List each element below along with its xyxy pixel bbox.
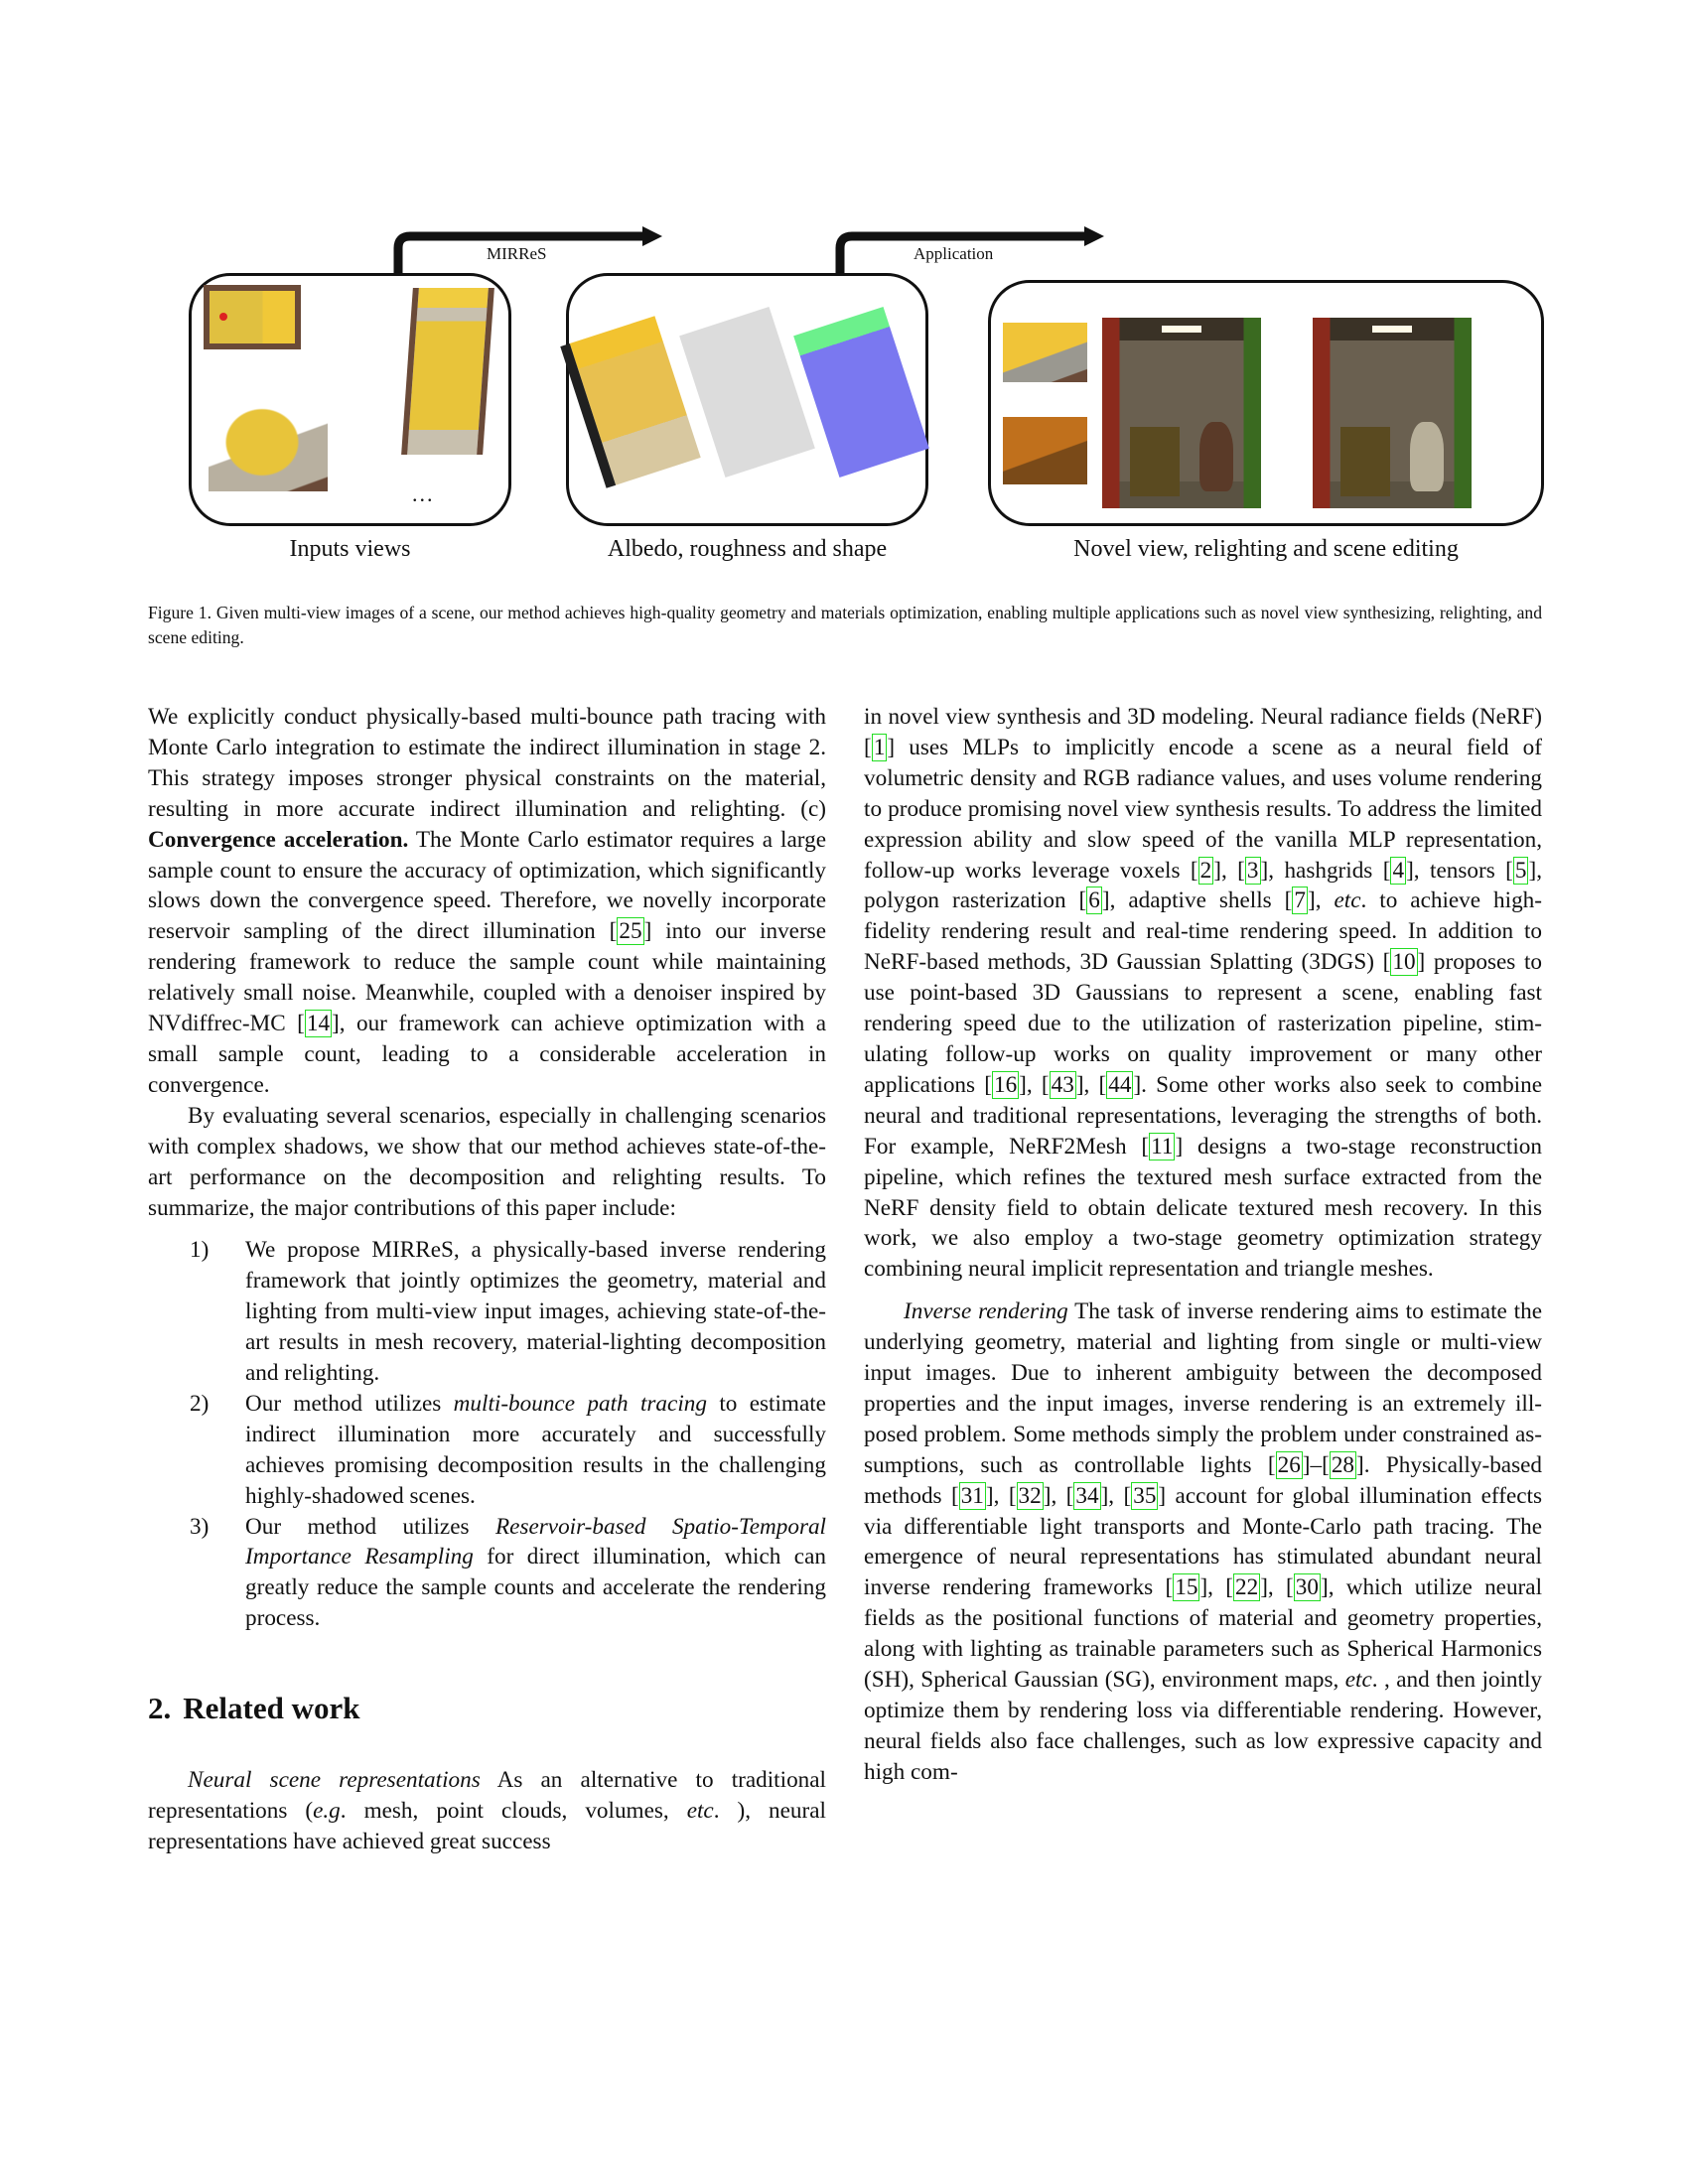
paragraph: in novel view synthesis and 3D modeling. Neural radiance fields (NeRF) [1] uses MLPs to implicitly encode a scene as a neural field of volumetric density and RGB radiance values, and uses volume rendering to produce promising novel view synthesis results. To address the limited expression ability and slow speed of the vanilla MLP representation, follow-up works leverage voxels [2], [3], hashgrids [4], tensors [5], polygon rasterization [6], adaptive shells [7], etc. to achieve high-fidelity rendering result and real-time rendering speed. In addition to NeRF-based methods, 3D Gaussian Splatting (3DGS) [10] proposes to use point-based 3D Gaussians to represent a scene, enabling fast rendering speed due to the utilization of rasterization pipeline, stimulating follow-up works on quality improvement or many other applications [16], [43], [44]. Some other works also seek to combine neural and traditional representations, leveraging the strengths of both. For example, NeRF2Mesh [11] designs a two-stage reconstruction pipeline, which refines the textured mesh surface extracted from the NeRF density field to obtain delicate textured mesh recovery. In this work, we also employ a two-stage geometry optimization strategy combining neural implicit representation and triangle meshes. xyxy=(864,704,1542,1283)
figure-caption: Figure 1. Given multi-view images of a scene, our method achieves high-quality geometry and materials optimization, enabling multiple applications such as novel view synthesizing, relighting, and scene editing. xyxy=(148,603,1542,647)
list-item: 2) Our method utilizes multi-bounce path tracing to estimate indirect illumination more accurately and successfully achieves promising decomposition results in the challenging highly-shadowed scenes. xyxy=(190,1390,826,1509)
citation-link[interactable]: 3 xyxy=(1246,857,1259,884)
area-light xyxy=(1372,326,1412,333)
citation-link[interactable]: 7 xyxy=(1294,887,1306,914)
list-item: 1) We propose MIRReS, a physically-based inverse rendering framework that jointly optimizes the geometry, material and lighting from multi-view input images, achieving state-of-the-art results in mesh recovery, material-lighting decomposition and relighting. xyxy=(190,1237,826,1387)
panel-label-inputs: Inputs views xyxy=(289,536,411,562)
citation-link[interactable]: 28 xyxy=(1331,1451,1355,1478)
input-view-front-image xyxy=(401,288,494,455)
lego-object xyxy=(1130,427,1180,496)
citation-link[interactable]: 2 xyxy=(1199,857,1212,884)
left-column xyxy=(148,702,826,1857)
cornell-box-scene-edit-2 xyxy=(1313,318,1472,508)
arrow-label-application: Application xyxy=(914,244,994,263)
figure-1 xyxy=(0,0,1688,675)
lego-object xyxy=(1340,427,1390,496)
citation-link[interactable]: 15 xyxy=(1175,1574,1198,1601)
citation-link[interactable]: 1 xyxy=(873,734,886,760)
bold-term: Convergence acceleration. xyxy=(148,826,409,853)
citation-link[interactable]: 16 xyxy=(993,1071,1018,1098)
citation-link[interactable]: 10 xyxy=(1392,949,1416,976)
citation-link[interactable]: 14 xyxy=(306,1011,331,1037)
arrow-label-mirres: MIRReS xyxy=(487,244,547,263)
citation-link[interactable]: 31 xyxy=(960,1482,984,1509)
right-column xyxy=(864,702,1542,1788)
paragraph: Inverse rendering The task of inverse rendering aims to estimate the underlying geometry, material and lighting from single or multi-view input images. Due to inherent ambiguity between the decomposed properties and the input images, inverse rendering is an extremely ill-posed problem. Some methods simply the problem under constrained assumptions, such as controllable lights [26]–[28]. Physically-based methods [31], [32], [34], [35] account for global illumination effects via differentiable light transports and Monte-Carlo path tracing. The emergence of neural representations has stimulated abundant neural inverse rendering frameworks [15], [22], [30], which utilize neural fields as the positional functions of material and geometry properties, along with lighting as trainable parameters such as Spherical Harmonics (SH), Spherical Gaussian (SG), environment maps, etc. , and then jointly optimize them by rendering loss via differentiable rendering. However, neural fields also face challenges, such as low expressive capacity and high com- xyxy=(864,1298,1543,1785)
citation-link[interactable]: 4 xyxy=(1392,857,1405,884)
list-item: 3) Our method utilizes Reservoir-based Spatio-Temporal Importance Resampling for direct illumination, which can greatly reduce the sample counts and accelerate the rendering process. xyxy=(190,1513,826,1632)
input-view-top-image xyxy=(204,285,301,349)
citation-link[interactable]: 34 xyxy=(1075,1482,1099,1509)
panel-label-applications: Novel view, relighting and scene editing xyxy=(1073,536,1459,562)
input-view-side-image xyxy=(209,382,328,491)
citation-link[interactable]: 22 xyxy=(1235,1574,1259,1601)
cornell-box-scene-edit-1 xyxy=(1102,318,1261,508)
citation-link[interactable]: 6 xyxy=(1088,887,1100,914)
citation-link[interactable]: 5 xyxy=(1514,857,1527,884)
more-views-ellipsis: ... xyxy=(412,481,435,506)
paragraph: We explicitly conduct physically-based multi-bounce path tracing with Monte Carlo integration to estimate the indirect illumination in stage 2. This strategy imposes stronger physical constraints on the material, resulting in more accurate indirect illumination and relighting. (c) Convergence acceleration. The Monte Carlo estimator requires a large sample count to ensure the accuracy of optimization, which significantly slows down the convergence speed. Therefore, we novelly incorporate reservoir sampling of the direct illumination [25] into our inverse rendering framework to reduce the sample count while maintaining relatively small noise. Meanwhile, coupled with a denoiser inspired by NVdiffrec-MC [14], our framework can achieve optimization with a small sample count, leading to a considerable acceleration in convergence. xyxy=(148,704,827,1098)
area-light xyxy=(1162,326,1201,333)
paragraph: Neural scene representations As an alternative to traditional representations (e.g. mesh, point clouds, volumes, etc. ), neural representations have achieved great success xyxy=(148,1767,826,1854)
citation-link[interactable]: 30 xyxy=(1295,1574,1319,1601)
citation-link[interactable]: 26 xyxy=(1277,1451,1301,1478)
contributions-list xyxy=(148,1235,826,1634)
relit-view-image xyxy=(1003,417,1087,484)
citation-link[interactable]: 35 xyxy=(1133,1482,1157,1509)
section-heading: 2. Related work xyxy=(148,1691,360,1726)
citation-link[interactable]: 32 xyxy=(1018,1482,1042,1509)
panel-label-decomposition: Albedo, roughness and shape xyxy=(607,536,888,562)
paragraph: By evaluating several scenarios, especially in challenging scenarios with complex shadows, we show that our method achieves state-of-the-art performance on the decomposition and relighting results. To summarize, the major contributions of this paper include: xyxy=(148,1102,826,1221)
novel-view-image xyxy=(1003,323,1087,382)
figure-object xyxy=(1410,422,1444,491)
citation-link[interactable]: 44 xyxy=(1108,1071,1132,1098)
citation-link[interactable]: 25 xyxy=(619,918,642,945)
citation-link[interactable]: 11 xyxy=(1151,1133,1174,1160)
citation-link[interactable]: 43 xyxy=(1051,1071,1074,1098)
figure-object xyxy=(1199,422,1233,491)
